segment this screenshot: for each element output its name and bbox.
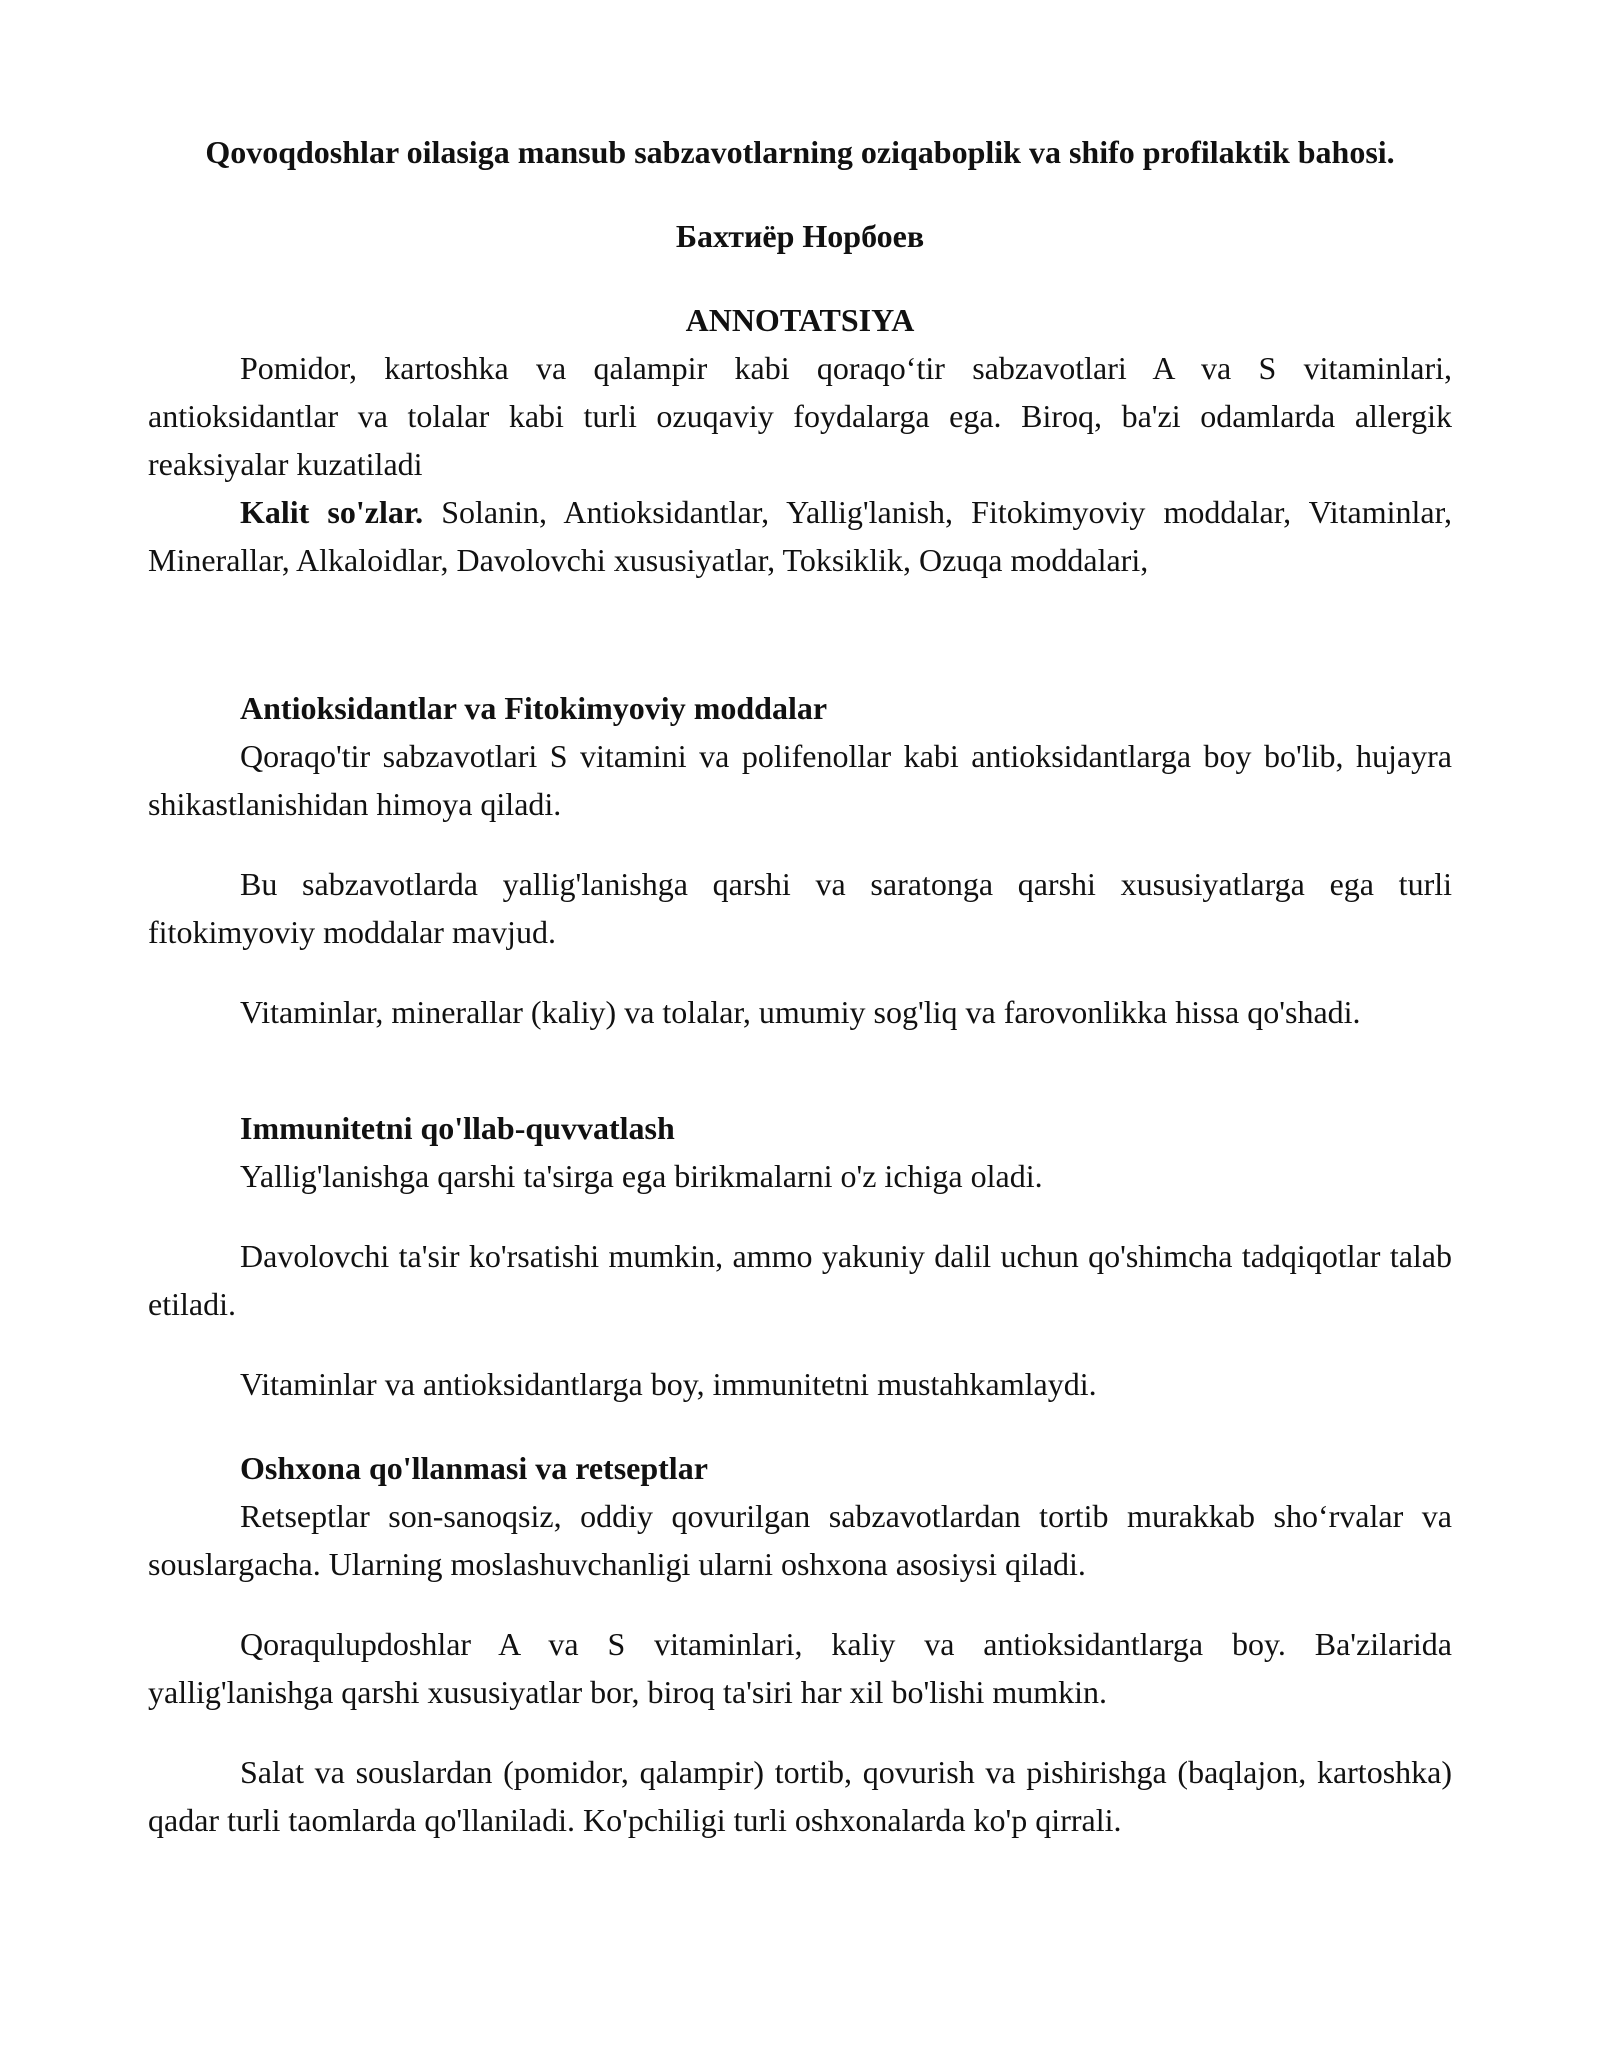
- section-paragraph: Salat va souslardan (pomidor, qalampir) tortib, qovurish va pishirishga (baqlajon, kartoshka) qadar turli taomlarda qo'llaniladi. Ko'pchiligi turli oshxonalarda ko'p qirrali.: [148, 1754, 1452, 1838]
- section-paragraph: Retseptlar son-sanoqsiz, oddiy qovurilgan sabzavotlardan tortib murakkab sho‘rvalar va souslargacha. Ularning moslashuvchanligi ularni oshxona asosiysi qiladi.: [148, 1498, 1452, 1582]
- keywords-text: Solanin, Antioksidantlar, Yallig'lanish, Fitokimyoviy moddalar, Vitaminlar, Minerallar, Alkaloidlar, Davolovchi xususiyatlar, Toksiklik, Ozuqa moddalari,: [148, 494, 1453, 578]
- section-heading: Antioksidantlar va Fitokimyoviy moddalar: [240, 690, 828, 726]
- keywords-paragraph: [148, 488, 1452, 584]
- section-paragraph: Qoraqo'tir sabzavotlari S vitamini va polifenollar kabi antioksidantlarga boy bo'lib, hujayra shikastlanishidan himoya qiladi.: [148, 738, 1452, 822]
- section-heading: Oshxona qo'llanmasi va retseptlar: [240, 1450, 708, 1486]
- section-paragraph: Vitaminlar va antioksidantlarga boy, immunitetni mustahkamlaydi.: [240, 1366, 1097, 1402]
- section-cooking: [148, 1444, 1452, 1844]
- section-antioxidants: [148, 684, 1452, 1036]
- annotation-text: Pomidor, kartoshka va qalampir kabi qoraqo‘tir sabzavotlari A va S vitaminlari, antioksidantlar va tolalar kabi turli ozuqaviy foydalarga ega. Biroq, ba'zi odamlarda allergik reaksiyalar kuzatiladi: [148, 350, 1452, 482]
- document-title: Qovoqdoshlar oilasiga mansub sabzavotlarning oziqaboplik va shifo profilaktik bahosi.: [205, 134, 1395, 170]
- section-paragraph: Qoraqulupdoshlar A va S vitaminlari, kaliy va antioksidantlarga boy. Ba'zilarida yallig'lanishga qarshi xususiyatlar bor, biroq ta'siri har xil bo'lishi mumkin.: [148, 1626, 1452, 1710]
- keywords-label: Kalit so'zlar.: [240, 494, 424, 530]
- section-heading: Immunitetni qo'llab-quvvatlash: [240, 1110, 675, 1146]
- section-immunity: [148, 1104, 1452, 1408]
- section-paragraph: Bu sabzavotlarda yallig'lanishga qarshi va saratonga qarshi xususiyatlarga ega turli fitokimyoviy moddalar mavjud.: [148, 866, 1452, 950]
- document-author: Бахтиёр Норбоев: [675, 218, 925, 254]
- document-content: [148, 128, 1452, 1844]
- section-paragraph: Vitaminlar, minerallar (kaliy) va tolalar, umumiy sog'liq va farovonlikka hissa qo'shadi.: [240, 994, 1361, 1030]
- section-paragraph: Davolovchi ta'sir ko'rsatishi mumkin, ammo yakuniy dalil uchun qo'shimcha tadqiqotlar talab etiladi.: [148, 1238, 1452, 1322]
- annotation-heading: ANNOTATSIYA: [685, 302, 915, 338]
- section-paragraph: Yallig'lanishga qarshi ta'sirga ega birikmalarni o'z ichiga oladi.: [240, 1158, 1043, 1194]
